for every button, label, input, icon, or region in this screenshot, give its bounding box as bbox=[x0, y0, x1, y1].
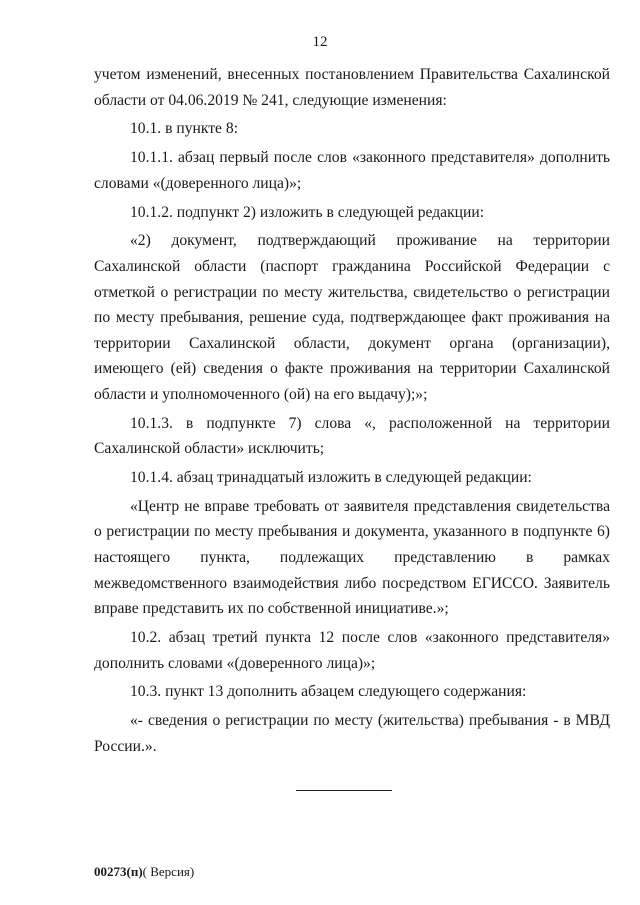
paragraph-10-1-2: 10.1.2. подпункт 2) изложить в следующей редакции: bbox=[130, 203, 485, 221]
paragraph-10-1-4: 10.1.4. абзац тринадцатый изложить в следующей редакции: bbox=[130, 469, 532, 487]
footer-document-code: 00273(п) bbox=[94, 864, 143, 879]
paragraph-10-1-1: 10.1.1. абзац первый после слов «законного представителя» дополнить словами «(доверенного лица)»; bbox=[94, 149, 610, 192]
paragraph-quote-centre: «Центр не вправе требовать от заявителя представления свидетельства о регистрации по месту пребывания и документа, указанного в подпункте 6) настоящего пункта, подлежащих представлению в рамках межведомственного взаимодействия либо посредством ЕГИССО. Заявитель вправе представить их по собственной инициативе.»; bbox=[94, 497, 610, 618]
paragraph-10-1-3: 10.1.3. в подпункте 7) слова «, расположенной на территории Сахалинской области» исключить; bbox=[94, 414, 610, 458]
paragraph-intro: учетом изменений, внесенных постановлением Правительства Сахалинской области от 04.06.2019 № 241, следующие изменения: bbox=[94, 66, 610, 109]
document-footer bbox=[94, 864, 194, 880]
page-number: 12 bbox=[312, 34, 328, 50]
paragraph-10-2: 10.2. абзац третий пункта 12 после слов «законного представителя» дополнить словами «(доверенного лица)»; bbox=[94, 628, 610, 672]
paragraph-quote-mvd: «- сведения о регистрации по месту (жительства) пребывания - в МВД России.». bbox=[94, 712, 610, 755]
document-body bbox=[94, 62, 610, 763]
paragraph-10-3: 10.3. пункт 13 дополнить абзацем следующего содержания: bbox=[130, 683, 527, 701]
footer-version: ( Версия) bbox=[142, 864, 195, 879]
end-divider bbox=[296, 790, 392, 791]
paragraph-10-1: 10.1. в пункте 8: bbox=[130, 120, 238, 138]
paragraph-quote-subitem-2: «2) документ, подтверждающий проживание на территории Сахалинской области (паспорт гражданина Российской Федерации с отметкой о регистрации по месту жительства, свидетельство о регистрации по месту пребывания, решение суда, подтверждающее факт проживания на территории Сахалинской области, документ органа (организации), имеющего (ей) сведения о факте проживания на территории Сахалинской области и уполномоченного (ой) на его выдачу);»; bbox=[94, 232, 610, 403]
